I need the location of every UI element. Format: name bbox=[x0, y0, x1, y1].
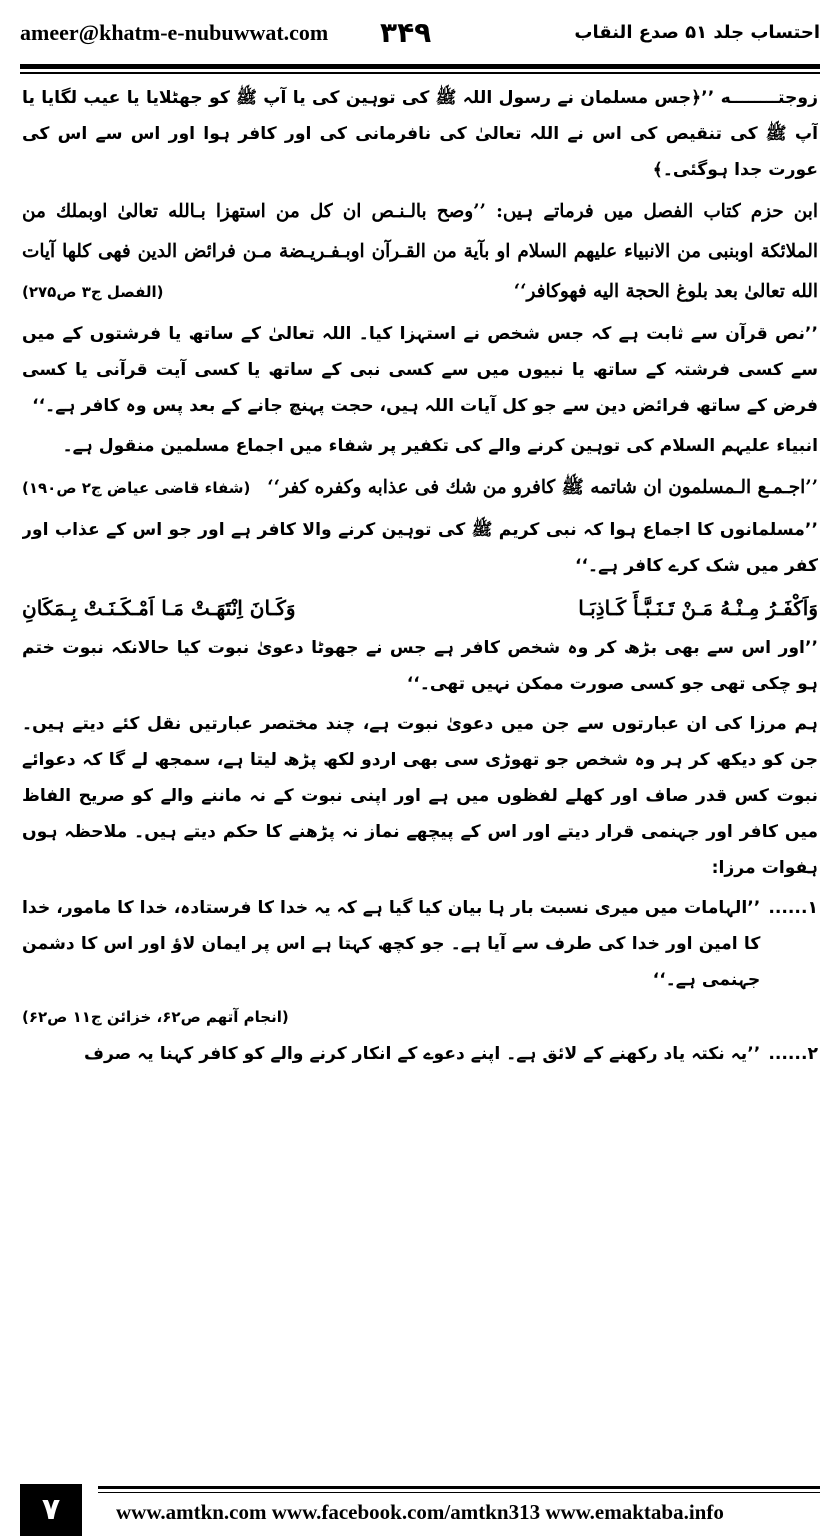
header-page-number: ۳۴۹ bbox=[380, 16, 432, 49]
footer-rule bbox=[98, 1486, 820, 1489]
arabic-quote-ibn-hazm bbox=[22, 192, 818, 312]
list-item-1-text: ’’الہامات میں میری نسبت بار ہا بیان کیا گیا ہے کہ یہ خدا کا فرستادہ، خدا کا مامور، خدا کا امین اور خدا کی طرف سے آیا ہے۔ جو کچھ کہتا ہے اس پر ایمان لاؤ اور اس کا دشمن جہنمی ہے۔‘‘ bbox=[22, 898, 761, 990]
verse-first-hemistich: وَاَکْفَـرُ مِـنْـهُ مَـنْ تَـنَـبَّـأَ کَـاذِبَـا bbox=[578, 596, 818, 620]
citation-al-fasl: (الفصل ج۳ ص۲۷۵) bbox=[22, 283, 164, 301]
paragraph-verse-translation: ’’اور اس سے بھی بڑھ کر وہ شخص کافر ہے جس نے جھوٹا دعویٰ نبوت کیا حالانکہ نبوت ختم ہو چکی تھی جو کسی صورت ممکن نہیں تھی۔‘‘ bbox=[22, 638, 818, 694]
header-rule bbox=[20, 64, 820, 69]
paragraph-intro-quotes: ہم مرزا کی ان عبارتوں سے جن میں دعویٰ نبوت ہے، چند مختصر عبارتیں نقل کئے دیتے ہیں۔ جن کو دیکھ کر ہر وہ شخص جو تھوڑی سی بھی اردو لکھ پڑھ لیتا ہے، سمجھ لے گا کہ دعوائے نبوت کس قدر صاف اور کھلے لفظوں میں ہے اور اپنی نبوت کے نہ ماننے والے کو صریح الفاظ میں کافر اور جہنمی قرار دیتے اور اس کے پیچھے نماز نہ پڑھنے کا حکم دیتے ہیں۔ ملاحظہ ہوں ہفوات مرزا: bbox=[22, 714, 818, 878]
paragraph-ijma-note: انبیاء علیہم السلام کی توہین کرنے والے کی تکفیر پر شفاء میں اجماع مسلمین منقول ہے۔ bbox=[62, 436, 818, 456]
footer-links[interactable]: www.amtkn.com www.facebook.com/amtkn313 www.emaktaba.info bbox=[116, 1500, 724, 1524]
list-item-2-number: ۲...... bbox=[768, 1044, 818, 1064]
running-title: احتساب جلد ۵۱ صدع النقاب bbox=[574, 22, 820, 43]
paragraph-translation-2: ’’مسلمانوں کا اجماع ہوا کہ نبی کریم ﷺ کی توہین کرنے والا کافر ہے اور جو اس کے عذاب اور کفر میں شک کرے کافر ہے۔‘‘ bbox=[22, 520, 818, 576]
verse-second-hemistich: وَکَـانَ اِنْتَهَـتْ مَـا اَمْـکَـنَـتْ بِـمَكَانِ bbox=[22, 596, 296, 620]
page-footer bbox=[20, 1478, 820, 1540]
arabic-quote-shifa-text: ’’اجـمـع الـمسلمون ان شاتمه ﷺ کافرو من شك فی عذابه وكفره كفر‘‘ bbox=[267, 477, 818, 498]
list-item-1 bbox=[22, 890, 818, 998]
footer-rule-thin bbox=[98, 1492, 820, 1493]
header-email[interactable]: ameer@khatm-e-nubuwwat.com bbox=[20, 20, 329, 45]
footer-page-number: ۷ bbox=[20, 1484, 82, 1536]
citation-anjam-atham: (انجام آتھم ص۶۲، خزائن ج۱۱ ص۶۲) bbox=[22, 1008, 289, 1026]
header-rule-thin bbox=[20, 72, 820, 74]
list-item-1-number: ۱...... bbox=[768, 898, 818, 918]
page-header bbox=[20, 16, 820, 52]
page-body bbox=[22, 80, 818, 1460]
list-item-2-text: ’’یہ نکتہ یاد رکھنے کے لائق ہے۔ اپنے دعوے کے انکار کرنے والے کو کافر کہنا یہ صرف bbox=[83, 1044, 761, 1064]
paragraph-1: زوجتــــــــه ’’﴿جس مسلمان نے رسول اللہ ﷺ کی توہین کی یا آپ ﷺ کو جھٹلایا یا عیب لگایا یا آپ ﷺ کی تنقیص کی اس نے اللہ تعالیٰ کی نافرمانی کی اور کافر ہوا اور اس سے اس کی عورت جدا ہوگئی۔﴾ bbox=[22, 88, 818, 180]
poetry-verse bbox=[22, 588, 818, 628]
citation-shifa: (شفاء قاضی عیاض ج۲ ص۱۹۰) bbox=[22, 479, 251, 497]
list-item-2 bbox=[22, 1036, 818, 1072]
arabic-quote-text: ابن حزم کتاب الفصل میں فرماتے ہیں: ’’وصح بالـنـص ان کل من استهزا بـالله تعالیٰ اوبملك من الملائكة اوبنبی من الانبیاء علیهم السلام او بآیة من القـرآن اوبـفـریـضة مـن فرائض الدین فهی كلها آیات الله تعالیٰ بعد بلوغ الحجة الیه فهوکافر‘‘ bbox=[22, 201, 818, 302]
arabic-quote-shifa bbox=[22, 468, 818, 508]
paragraph-translation-1: ’’نص قرآن سے ثابت ہے کہ جس شخص نے استہزا کیا۔ اللہ تعالیٰ کے ساتھ یا فرشتوں کے میں سے کسی فرشتہ کے ساتھ یا نبیوں میں سے کسی نبی کے ساتھ یا کسی آیت قرآنی یا کسی فرض کے ساتھ فرائض دین سے جو کل آیات اللہ ہیں، حجت پہنچ جانے کے بعد پس وہ کافر ہے۔‘‘ bbox=[22, 324, 818, 416]
